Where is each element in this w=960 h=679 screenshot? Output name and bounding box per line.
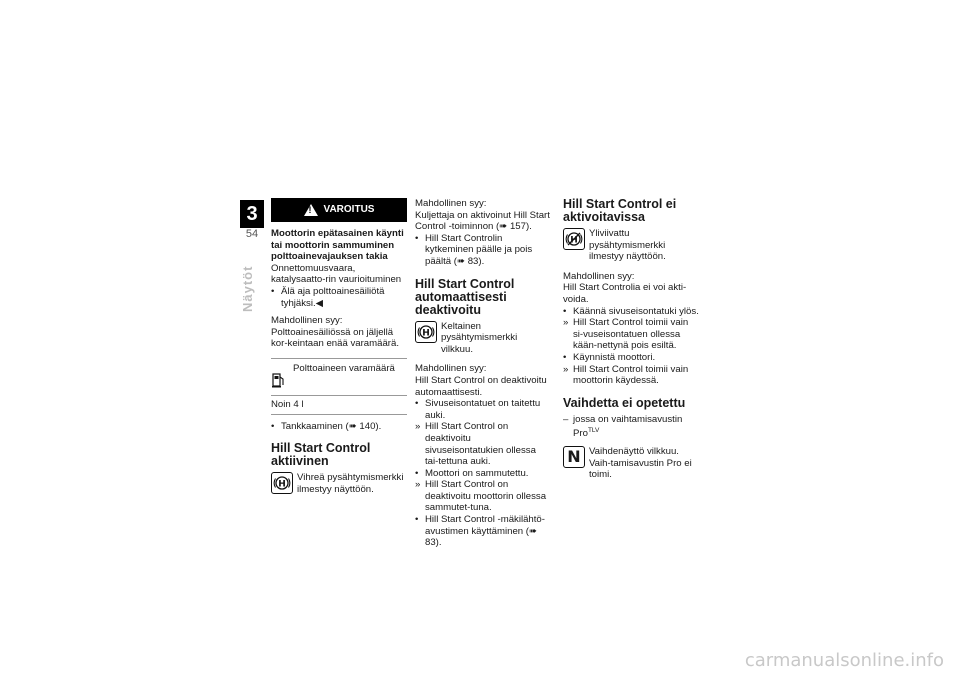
list-item: • Moottori on sammutettu. (415, 468, 551, 480)
cause-text-2: Kuljettaja on aktivoinut Hill Start Control -toiminnon (➠ 157). (415, 209, 550, 233)
list-item: • Sivuseisontatuet on taitettu auki. (415, 398, 551, 421)
hsc-toggle-action: • Hill Start Controlin kytkeminen päälle ja pois päältä (➠ 83). (415, 233, 551, 268)
action-list (271, 421, 407, 433)
hsc-unavailable-heading: Hill Start Control ei aktivoitavissa (563, 197, 677, 224)
section-title-vertical: Näytöt (240, 265, 255, 312)
column-3 (563, 198, 699, 489)
warning-item: • Älä aja polttoainesäiliötä tyhjäksi.◀ (271, 286, 407, 309)
svg-text:H: H (278, 479, 286, 490)
condition-list (563, 414, 699, 440)
svg-text:H: H (422, 327, 430, 338)
warning-triangle-icon (304, 204, 318, 216)
svg-text:H: H (570, 235, 578, 246)
list-item: • Hill Start Control -mäkilähtö-avustimen käyttäminen (➠ 83). (415, 514, 551, 549)
warning-label: VAROITUS (323, 204, 375, 216)
watermark: carmanualsonline.info (744, 650, 944, 671)
fuel-reserve-table (271, 358, 407, 415)
list-item: » Hill Start Control on deaktivoitu sivuseisontatukien ollessa tai-tettuna auki. (415, 421, 551, 467)
hsc-auto-deactivated-heading: Hill Start Control automaattisesti deaktivoitu (415, 276, 515, 317)
neutral-n-icon: N (563, 446, 585, 468)
warning-title: Moottorin epätasainen käynti tai moottorin sammuminen polttoainevajauksen takia (271, 228, 404, 263)
cause-label-3: Mahdollinen syy: (415, 363, 487, 375)
warning-list (271, 286, 407, 309)
fuel-pump-icon (271, 371, 289, 389)
cause-text-3: Hill Start Control on deaktivoitu automaattisesti. (415, 374, 547, 398)
action-list-2 (415, 233, 551, 268)
cause-label-2: Mahdollinen syy: (415, 198, 487, 209)
hsc-active-heading: Hill Start Control aktiivinen (271, 441, 371, 469)
hsc-unavailable-indicator (563, 228, 699, 263)
list-item: • Käynnistä moottori. (563, 352, 699, 364)
fuel-reserve-value: Noin 4 l (271, 398, 304, 410)
cause-label-4: Mahdollinen syy: (563, 270, 635, 282)
hill-start-yellow-icon (415, 321, 437, 343)
hsc-auto-list (415, 398, 551, 549)
hsc-auto-text: Keltainen pysähtymismerkki vilkkuu. (441, 320, 518, 355)
condition-item (563, 414, 699, 440)
condition-sup: TLV (587, 427, 600, 435)
condition-text: jossa on vaihtamisavustin Pro (573, 413, 683, 440)
gear-not-learned-heading: Vaihdetta ei opetettu (563, 395, 686, 410)
hill-start-crossed-icon (563, 228, 585, 250)
warning-text: Onnettomuusvaara, katalysaatto-rin vaurioituminen (271, 262, 402, 286)
cause-label: Mahdollinen syy: (271, 315, 343, 327)
list-item: » Hill Start Control toimii vain moottorin käydessä. (563, 364, 699, 387)
refuel-action: • Tankkaaminen (➠ 140). (271, 421, 407, 433)
list-item: • Käännä sivuseisontatuki ylös. (563, 306, 699, 318)
hsc-unavailable-text: Yliviivattu pysähtymismerkki ilmestyy näyttöön. (589, 228, 666, 263)
hsc-active-text: Vihreä pysähtymismerkki ilmestyy näyttöön. (297, 472, 404, 495)
cause-text-4: Hill Start Controlia ei voi akti-voida. (563, 282, 687, 305)
hsc-active-indicator (271, 472, 407, 495)
hsc-auto-indicator (415, 321, 551, 356)
gear-indicator (563, 446, 699, 481)
column-2 (415, 198, 551, 555)
column-1 (271, 198, 407, 503)
fuel-reserve-label: Polttoaineen varamäärä (293, 362, 395, 374)
cause-text: Polttoainesäiliössä on jäljellä kor-keintaan enää varamäärä. (271, 326, 399, 350)
hsc-unavailable-list (563, 306, 699, 387)
chapter-number-tab: 3 (240, 200, 264, 228)
warning-bar (271, 198, 407, 222)
hill-start-green-icon (271, 472, 293, 494)
page-number: 54 (245, 228, 259, 240)
list-item: » Hill Start Control on deaktivoitu moottorin ollessa sammutet-tuna. (415, 479, 551, 514)
gear-indicator-text: Vaihdenäyttö vilkkuu. Vaih-tamisavustin Pro ei toimi. (589, 446, 692, 481)
fuel-reserve-header (271, 359, 407, 396)
list-item: » Hill Start Control toimii vain si-vuseisontatuen ollessa kään-nettynä pois esiltä. (563, 317, 699, 352)
